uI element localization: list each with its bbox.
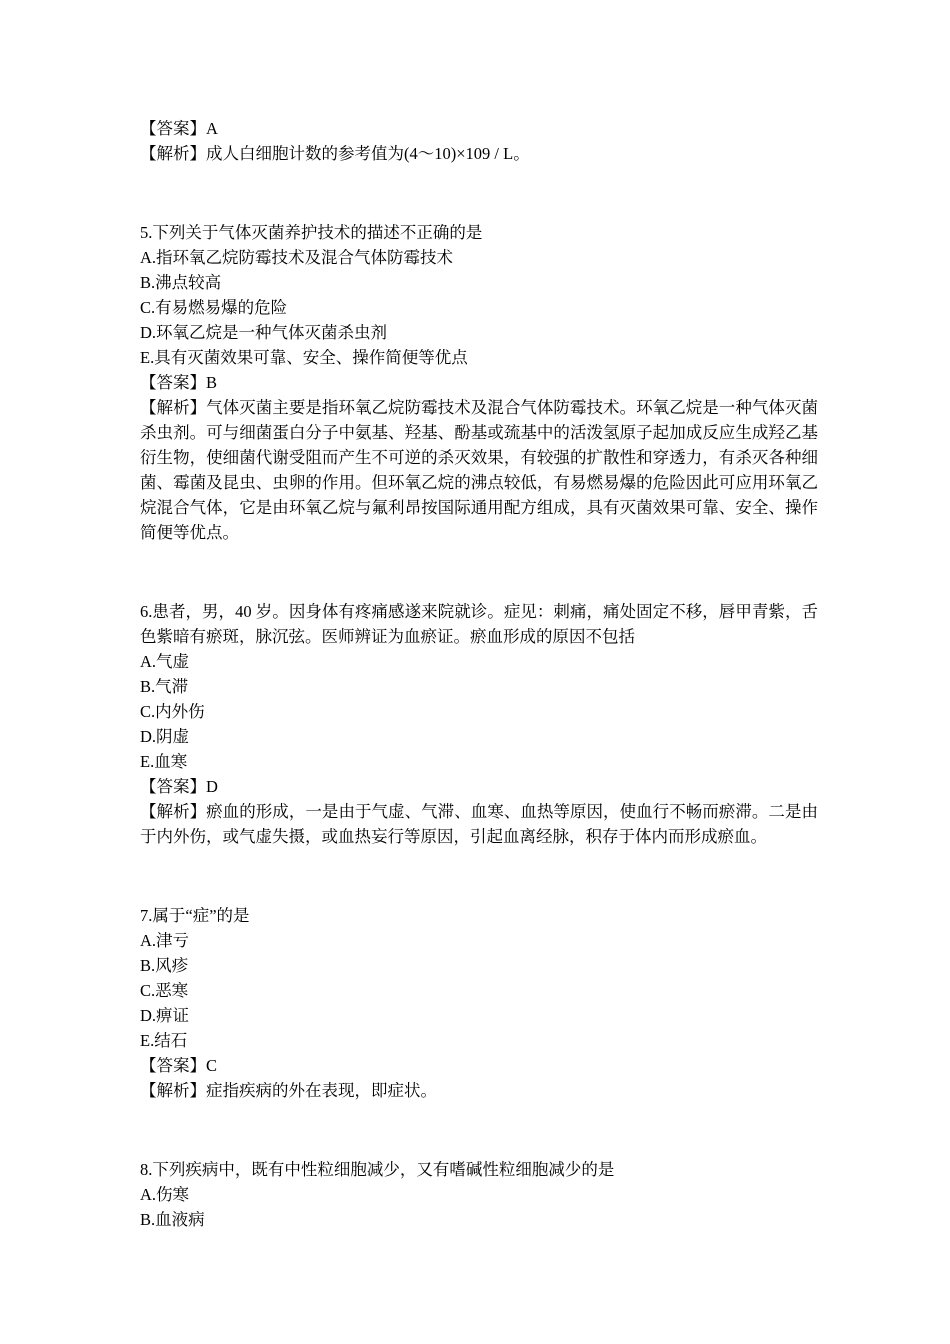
answer-block-q4 [140, 116, 818, 166]
question-text: 5.下列关于气体灭菌养护技术的描述不正确的是 [140, 223, 483, 242]
analysis-line: 【解析】成人白细胞计数的参考值为(4～10)×109 / L。 [140, 144, 530, 163]
answer-line: 【答案】D [140, 777, 218, 796]
option-c: C.内外伤 [140, 702, 205, 721]
question-text: 6.患者，男，40 岁。因身体有疼痛感遂来院就诊。症见：刺痛，痛处固定不移，唇甲青紫，舌色紫暗有瘀斑，脉沉弦。医师辨证为血瘀证。瘀血形成的原因不包括 [140, 602, 818, 646]
option-a: A.气虚 [140, 652, 190, 671]
option-e: E.具有灭菌效果可靠、安全、操作简便等优点 [140, 348, 468, 367]
question-block-6 [140, 599, 818, 849]
option-b: B.沸点较高 [140, 273, 222, 292]
option-c: C.有易燃易爆的危险 [140, 298, 288, 317]
option-d: D.痹证 [140, 1006, 190, 1025]
question-block-5 [140, 220, 818, 545]
option-a: A.伤寒 [140, 1185, 190, 1204]
option-d: D.环氧乙烷是一种气体灭菌杀虫剂 [140, 323, 388, 342]
option-a: A.津亏 [140, 931, 190, 950]
analysis-line: 【解析】症指疾病的外在表现，即症状。 [140, 1081, 437, 1100]
answer-line: 【答案】A [140, 119, 218, 138]
analysis-line: 【解析】瘀血的形成，一是由于气虚、气滞、血寒、血热等原因，使血行不畅而瘀滞。二是由于内外伤，或气虚失摄，或血热妄行等原因，引起血离经脉，积存于体内而形成瘀血。 [140, 802, 818, 846]
analysis-line: 【解析】气体灭菌主要是指环氧乙烷防霉技术及混合气体防霉技术。环氧乙烷是一种气体灭菌杀虫剂。可与细菌蛋白分子中氨基、羟基、酚基或巯基中的活泼氢原子起加成反应生成羟乙基衍生物，使细菌代谢受阻而产生不可逆的杀灭效果，有较强的扩散性和穿透力，有杀灭各种细菌、霉菌及昆虫、虫卵的作用。但环氧乙烷的沸点较低，有易燃易爆的危险因此可应用环氧乙烷混合气体，它是由环氧乙烷与氟利昂按国际通用配方组成，具有灭菌效果可靠、安全、操作简便等优点。 [140, 398, 818, 542]
answer-line: 【答案】C [140, 1056, 218, 1075]
option-a: A.指环氧乙烷防霉技术及混合气体防霉技术 [140, 248, 454, 267]
option-c: C.恶寒 [140, 981, 189, 1000]
question-block-7 [140, 903, 818, 1103]
document-content [140, 116, 818, 1286]
option-b: B.血液病 [140, 1210, 205, 1229]
question-text: 8.下列疾病中，既有中性粒细胞减少，又有嗜碱性粒细胞减少的是 [140, 1160, 615, 1179]
option-e: E.结石 [140, 1031, 188, 1050]
question-block-8 [140, 1157, 818, 1232]
option-d: D.阴虚 [140, 727, 190, 746]
option-b: B.气滞 [140, 677, 189, 696]
answer-line: 【答案】B [140, 373, 218, 392]
option-b: B.风疹 [140, 956, 189, 975]
option-e: E.血寒 [140, 752, 188, 771]
question-text: 7.属于“症”的是 [140, 906, 250, 925]
